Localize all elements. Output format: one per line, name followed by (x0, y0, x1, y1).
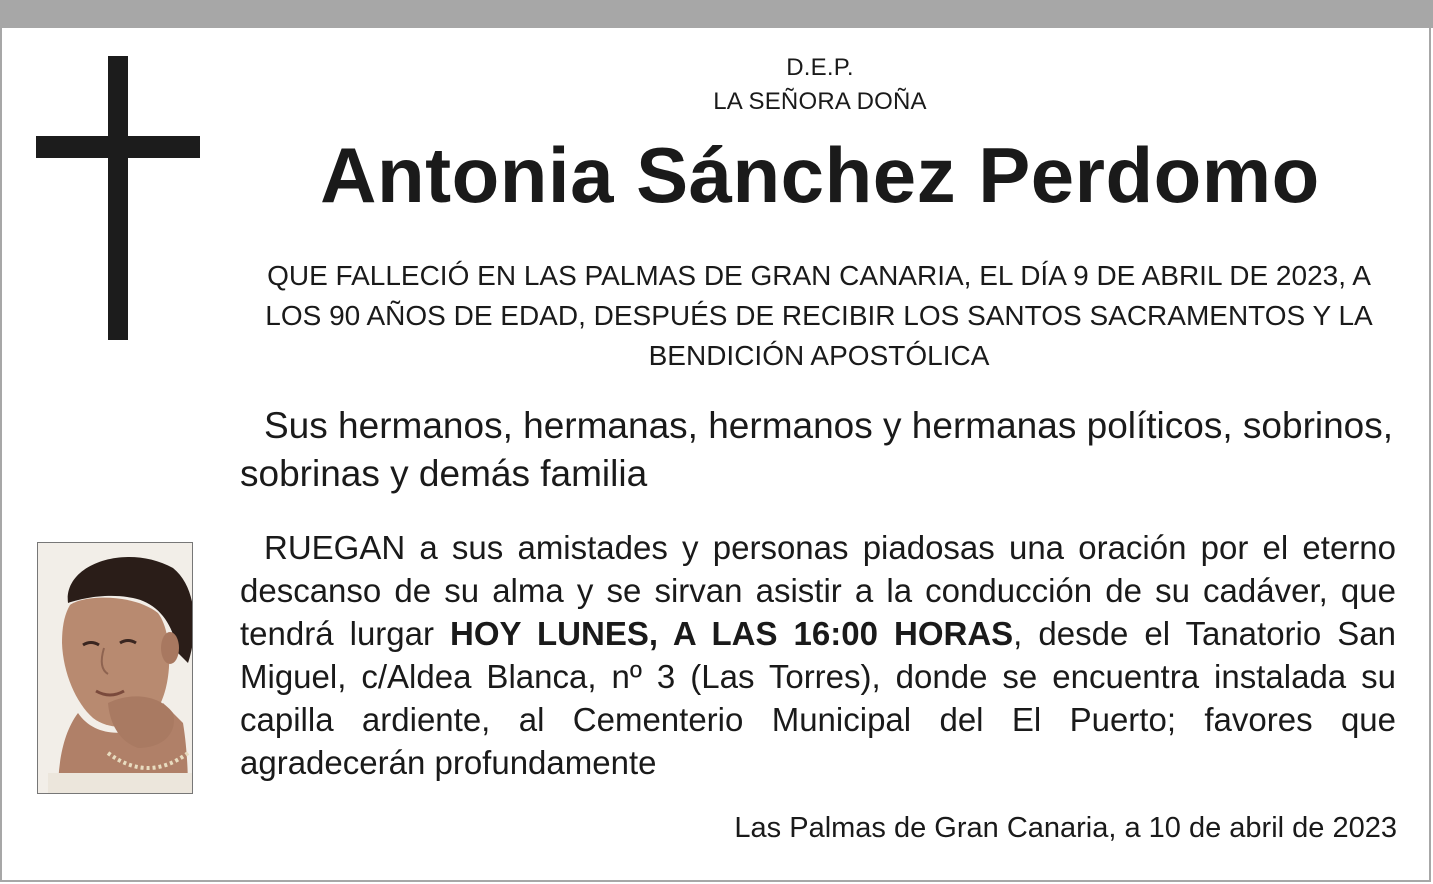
top-border-bar (0, 0, 1433, 28)
portrait-photo (37, 542, 193, 794)
death-notice-text: QUE FALLECIÓ EN LAS PALMAS DE GRAN CANARIA, EL DÍA 9 DE ABRIL DE 2023, A LOS 90 AÑOS DE EDAD, DESPUÉS DE RECIBIR LOS SANTOS SACRAMENTOS Y LA BENDICIÓN APOSTÓLICA (265, 260, 1373, 371)
service-time-bold: HOY LUNES, A LAS 16:00 HORAS (450, 615, 1014, 652)
latin-cross-icon (36, 56, 200, 340)
family-text: Sus hermanos, hermanas, hermanos y hermanas políticos, sobrinos, sobrinas y demás familia (240, 405, 1394, 494)
request-text-before: RUEGAN a sus amistades y personas piadosas una oración por el eterno descanso de su alma y se sirvan asistir a la conducción de su cadáver, que tendrá lurgar (240, 529, 1396, 652)
place-date-line: Las Palmas de Gran Canaria, a 10 de abril de 2023 (734, 812, 1397, 844)
dep-label: D.E.P. (786, 54, 854, 81)
senora-label: LA SEÑORA DOÑA (713, 88, 927, 115)
request-paragraph (240, 526, 1396, 784)
deceased-name: Antonia Sánchez Perdomo (320, 131, 1320, 219)
request-text-after: , desde el Tanatorio San Miguel, c/Aldea Blanca, nº 3 (Las Torres), donde se encuentra instalada su capilla ardiente, al Cementerio Municipal del El Puerto; favores que agradecerán profundamente (240, 615, 1396, 781)
